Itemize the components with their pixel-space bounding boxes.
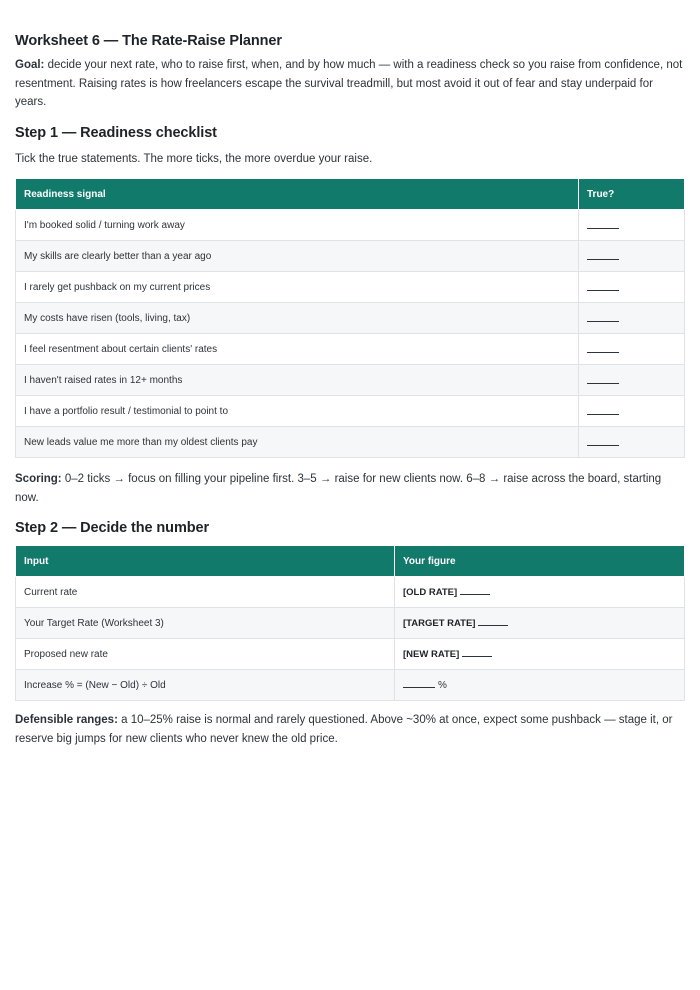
- tick-blank[interactable]: [587, 219, 619, 229]
- readiness-signal: I rarely get pushback on my current prices: [16, 272, 579, 303]
- true-cell[interactable]: [579, 427, 685, 458]
- true-cell[interactable]: [579, 303, 685, 334]
- tick-blank[interactable]: [587, 343, 619, 353]
- decide-col-figure: Your figure: [395, 546, 685, 577]
- figure-placeholder: [TARGET RATE]: [403, 618, 476, 629]
- readiness-signal: My costs have risen (tools, living, tax): [16, 303, 579, 334]
- decide-number-table: [15, 545, 685, 701]
- table-row: [16, 334, 685, 365]
- true-cell[interactable]: [579, 396, 685, 427]
- goal-label: Goal:: [15, 59, 45, 71]
- table-row: [16, 670, 685, 701]
- step1-heading: Step 1 — Readiness checklist: [15, 124, 217, 141]
- input-label: Increase % = (New − Old) ÷ Old: [16, 670, 395, 701]
- tick-blank[interactable]: [587, 250, 619, 260]
- true-cell[interactable]: [579, 241, 685, 272]
- input-label: Your Target Rate (Worksheet 3): [16, 608, 395, 639]
- table-row: [16, 210, 685, 241]
- scoring-label: Scoring:: [15, 473, 62, 485]
- percent-sign: %: [438, 680, 447, 691]
- goal-text: decide your next rate, who to raise first, when, and by how much — with a readiness check so you raise from confidence, not resentment. Raising rates is how freelancers escape the survival treadmill, but most avoid it out of fear and stay underpaid for years.: [15, 59, 683, 108]
- step2-heading: Step 2 — Decide the number: [15, 520, 209, 536]
- table-row: [16, 639, 685, 670]
- ranges-paragraph: [15, 711, 685, 748]
- figure-blank[interactable]: [478, 617, 508, 626]
- figure-cell[interactable]: [395, 608, 685, 639]
- tick-blank[interactable]: [587, 436, 619, 446]
- readiness-signal: I feel resentment about certain clients' rates: [16, 334, 579, 365]
- figure-blank[interactable]: [460, 586, 490, 595]
- input-label: Proposed new rate: [16, 639, 395, 670]
- ranges-label: Defensible ranges:: [15, 714, 118, 726]
- tick-blank[interactable]: [587, 312, 619, 322]
- goal-paragraph: [15, 56, 685, 112]
- input-label: Current rate: [16, 577, 395, 608]
- readiness-header-row: [16, 179, 685, 210]
- figure-placeholder: [NEW RATE]: [403, 649, 460, 660]
- tick-blank[interactable]: [587, 374, 619, 384]
- readiness-signal: I'm booked solid / turning work away: [16, 210, 579, 241]
- table-row: [16, 396, 685, 427]
- decide-header-row: [16, 546, 685, 577]
- table-row: [16, 303, 685, 334]
- table-row: [16, 577, 685, 608]
- true-cell[interactable]: [579, 365, 685, 396]
- readiness-col-signal: Readiness signal: [16, 179, 579, 210]
- true-cell[interactable]: [579, 334, 685, 365]
- percent-blank[interactable]: [403, 679, 435, 688]
- readiness-signal: New leads value me more than my oldest clients pay: [16, 427, 579, 458]
- readiness-signal: I haven't raised rates in 12+ months: [16, 365, 579, 396]
- readiness-signal: I have a portfolio result / testimonial to point to: [16, 396, 579, 427]
- table-row: [16, 272, 685, 303]
- figure-cell[interactable]: [395, 670, 685, 701]
- true-cell[interactable]: [579, 272, 685, 303]
- readiness-col-true: True?: [579, 179, 685, 210]
- readiness-signal: My skills are clearly better than a year ago: [16, 241, 579, 272]
- scoring-text: 0–2 ticks → focus on filling your pipeline first. 3–5 → raise for new clients now. 6–8 → raise across the board, starting now.: [15, 473, 662, 504]
- tick-blank[interactable]: [587, 281, 619, 291]
- true-cell[interactable]: [579, 210, 685, 241]
- table-row: [16, 365, 685, 396]
- step1-instruction: Tick the true statements. The more ticks, the more overdue your raise.: [15, 152, 373, 165]
- readiness-table: [15, 178, 685, 458]
- figure-placeholder: [OLD RATE]: [403, 587, 458, 598]
- tick-blank[interactable]: [587, 405, 619, 415]
- worksheet-title: Worksheet 6 — The Rate-Raise Planner: [15, 33, 282, 49]
- table-row: [16, 608, 685, 639]
- table-row: [16, 241, 685, 272]
- table-row: [16, 427, 685, 458]
- scoring-paragraph: [15, 470, 685, 507]
- figure-cell[interactable]: [395, 577, 685, 608]
- figure-blank[interactable]: [462, 648, 492, 657]
- figure-cell[interactable]: [395, 639, 685, 670]
- decide-col-input: Input: [16, 546, 395, 577]
- ranges-text: a 10–25% raise is normal and rarely questioned. Above ~30% at once, expect some pushback — stage it, or reserve big jumps for new clients who never knew the old price.: [15, 714, 673, 745]
